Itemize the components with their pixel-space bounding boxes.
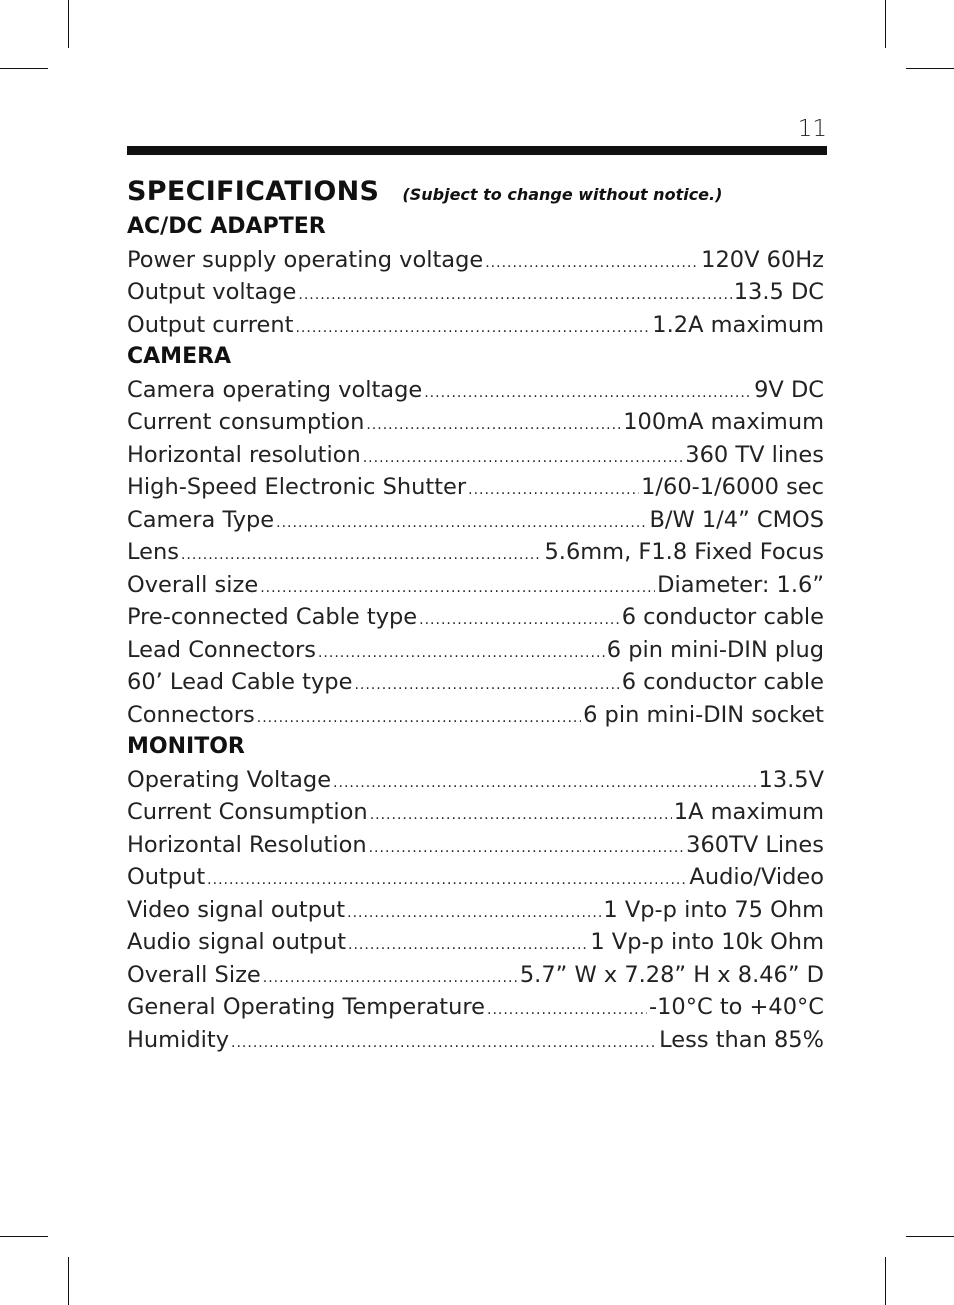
spec-label: Lead Connectors xyxy=(127,636,316,663)
section-rows-adapter xyxy=(127,244,824,342)
spec-value: Audio/Video xyxy=(689,864,824,890)
spec-value: 1.2A maximum xyxy=(652,311,824,338)
dot-leader xyxy=(366,409,621,442)
spec-label: Horizontal Resolution xyxy=(127,831,367,858)
spec-row xyxy=(127,894,824,927)
section-rows-monitor xyxy=(127,764,824,1057)
dot-leader xyxy=(354,669,619,702)
spec-row xyxy=(127,536,824,569)
spec-label: Overall Size xyxy=(127,961,261,988)
spec-label: Operating Voltage xyxy=(127,766,332,793)
spec-row xyxy=(127,504,824,537)
spec-value: 5.6mm, F1.8 Fixed Focus xyxy=(544,539,824,565)
dot-leader xyxy=(257,702,581,735)
spec-row xyxy=(127,276,824,309)
dot-leader xyxy=(487,994,647,1027)
dot-leader xyxy=(333,767,756,800)
spec-label: Camera Type xyxy=(127,506,275,533)
section-heading-monitor: MONITOR xyxy=(127,734,245,759)
spec-row xyxy=(127,569,824,602)
spec-row xyxy=(127,1024,824,1057)
dot-leader xyxy=(276,507,647,540)
crop-mark xyxy=(885,1257,886,1305)
spec-row xyxy=(127,406,824,439)
page-number: 11 xyxy=(797,116,827,142)
spec-row xyxy=(127,926,824,959)
spec-value: 6 conductor cable xyxy=(621,604,824,630)
spec-label: Output xyxy=(127,864,206,890)
dot-leader xyxy=(263,962,518,995)
spec-value: 120V 60Hz xyxy=(701,246,824,273)
crop-mark xyxy=(0,1236,48,1237)
spec-row xyxy=(127,991,824,1024)
spec-row xyxy=(127,244,824,277)
spec-value: 1A maximum xyxy=(673,799,824,825)
dot-leader xyxy=(419,604,620,637)
spec-label: Audio signal output xyxy=(127,929,347,955)
spec-value: 13.5V xyxy=(758,766,824,793)
section-rows-camera xyxy=(127,374,824,732)
dot-leader xyxy=(347,897,601,930)
spec-label: High-Speed Electronic Shutter xyxy=(127,474,467,500)
spec-list xyxy=(127,211,824,1056)
dot-leader xyxy=(468,474,639,507)
crop-mark xyxy=(68,1257,69,1305)
spec-row xyxy=(127,439,824,472)
spec-value: Diameter: 1.6” xyxy=(657,571,824,598)
spec-value: 360 TV lines xyxy=(685,441,824,468)
spec-label: Video signal output xyxy=(127,896,346,923)
spec-row xyxy=(127,861,824,894)
spec-row xyxy=(127,699,824,732)
spec-label: Output voltage xyxy=(127,279,297,305)
spec-label: Pre-connected Cable type xyxy=(127,604,418,630)
spec-value: 6 conductor cable xyxy=(621,669,824,695)
spec-value: B/W 1/4” CMOS xyxy=(649,506,824,533)
spec-label: Current Consumption xyxy=(127,799,368,825)
spec-label: Overall size xyxy=(127,571,259,598)
spec-value: 9V DC xyxy=(754,376,824,403)
dot-leader xyxy=(181,539,543,572)
spec-row xyxy=(127,764,824,797)
spec-row xyxy=(127,666,824,699)
dot-leader xyxy=(363,442,684,475)
spec-value: 1/60-1/6000 sec xyxy=(641,474,824,500)
spec-value: 13.5 DC xyxy=(733,279,824,305)
crop-mark xyxy=(885,0,886,48)
spec-label: Output current xyxy=(127,311,294,338)
spec-value: 6 pin mini-DIN plug xyxy=(606,636,824,663)
spec-value: -10°C to +40°C xyxy=(648,994,824,1020)
spec-label: Lens xyxy=(127,539,179,565)
spec-value: 5.7” W x 7.28” H x 8.46” D xyxy=(519,961,824,988)
crop-mark xyxy=(0,68,48,69)
spec-label: 60’ Lead Cable type xyxy=(127,669,353,695)
spec-value: 100mA maximum xyxy=(623,409,824,435)
dot-leader xyxy=(348,929,588,962)
spec-row xyxy=(127,601,824,634)
title-row xyxy=(127,176,827,207)
dot-leader xyxy=(295,312,650,345)
header-rule xyxy=(127,146,827,155)
spec-row xyxy=(127,309,824,342)
spec-value: Less than 85% xyxy=(659,1026,824,1053)
spec-label: Connectors xyxy=(127,701,255,728)
dot-leader xyxy=(207,864,687,897)
page-subtitle: (Subject to change without notice.) xyxy=(402,185,723,204)
dot-leader xyxy=(231,1027,657,1060)
spec-label: Horizontal resolution xyxy=(127,441,361,468)
spec-row xyxy=(127,796,824,829)
spec-value: 6 pin mini-DIN socket xyxy=(583,701,824,728)
page-title: SPECIFICATIONS xyxy=(127,176,380,207)
dot-leader xyxy=(485,247,699,280)
crop-mark xyxy=(906,1236,954,1237)
spec-label: General Operating Temperature xyxy=(127,994,485,1020)
spec-row xyxy=(127,471,824,504)
section-heading-camera: CAMERA xyxy=(127,344,232,369)
dot-leader xyxy=(424,377,752,410)
spec-label: Power supply operating voltage xyxy=(127,246,484,273)
dot-leader xyxy=(370,799,672,832)
crop-mark xyxy=(906,68,954,69)
spec-label: Camera operating voltage xyxy=(127,376,423,403)
spec-row xyxy=(127,634,824,667)
dot-leader xyxy=(260,572,655,605)
crop-mark xyxy=(68,0,69,48)
dot-leader xyxy=(318,637,605,670)
spec-label: Humidity xyxy=(127,1026,230,1053)
spec-label: Current consumption xyxy=(127,409,365,435)
spec-value: 1 Vp-p into 75 Ohm xyxy=(603,896,824,923)
dot-leader xyxy=(298,279,731,312)
spec-row xyxy=(127,374,824,407)
spec-row xyxy=(127,959,824,992)
spec-row xyxy=(127,829,824,862)
spec-value: 1 Vp-p into 10k Ohm xyxy=(590,929,824,955)
spec-value: 360TV Lines xyxy=(686,831,824,858)
section-heading-adapter: AC/DC ADAPTER xyxy=(127,214,326,239)
dot-leader xyxy=(369,832,685,865)
